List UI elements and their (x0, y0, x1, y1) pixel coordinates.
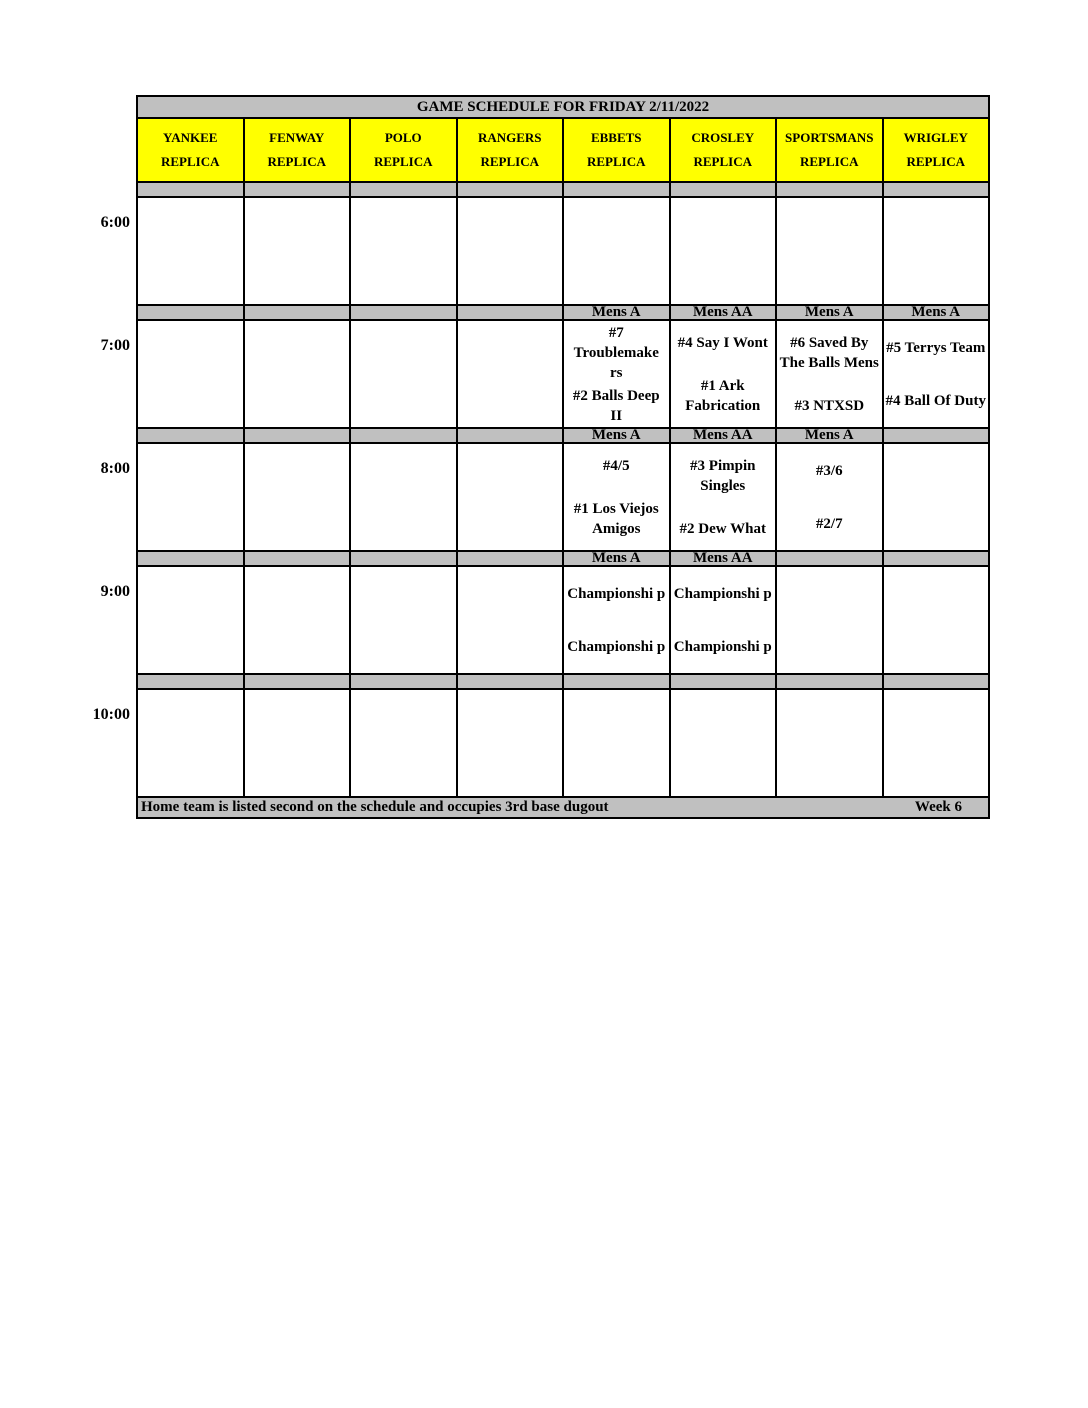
division-label (244, 428, 351, 443)
division-row (137, 182, 989, 197)
field-name: POLO (384, 130, 422, 145)
division-label (883, 182, 990, 197)
away-team: #5 Terrys Team (886, 339, 986, 356)
away-team: #7 Troublemake rs (573, 324, 659, 381)
division-label (883, 428, 990, 443)
game-cell (883, 443, 990, 551)
game-cell (883, 320, 990, 428)
footer-cell (137, 797, 989, 818)
division-label (457, 674, 564, 689)
division-label (137, 428, 244, 443)
field-header (457, 118, 564, 182)
away-team: #6 Saved By The Balls Mens (779, 334, 879, 371)
division-label (137, 182, 244, 197)
matchup (671, 321, 776, 427)
field-name: RANGERS (477, 130, 542, 145)
division-label (137, 674, 244, 689)
division-label (350, 428, 457, 443)
home-team: Championshi p (673, 638, 772, 655)
division-label (776, 182, 883, 197)
game-cell (457, 320, 564, 428)
home-team: #4 Ball Of Duty (885, 392, 986, 409)
game-cell (883, 689, 990, 797)
division-row (137, 305, 989, 320)
field-name: FENWAY (269, 130, 325, 145)
field-header (350, 118, 457, 182)
game-cell (457, 689, 564, 797)
game-cell (776, 320, 883, 428)
away-team: #4/5 (602, 457, 630, 474)
division-label (244, 551, 351, 566)
game-cell (137, 320, 244, 428)
game-cell (350, 566, 457, 674)
field-name: WRIGLEY (903, 130, 968, 145)
game-cell (670, 443, 777, 551)
field-subtitle: REPLICA (799, 154, 859, 169)
field-subtitle: REPLICA (160, 154, 220, 169)
game-cell (137, 566, 244, 674)
division-label: Mens A (563, 551, 670, 566)
field-subtitle: REPLICA (267, 154, 326, 169)
game-cell (350, 197, 457, 305)
field-subtitle: REPLICA (480, 154, 539, 169)
field-subtitle: REPLICA (693, 154, 752, 169)
time-slot-row (137, 197, 989, 305)
division-label (563, 182, 670, 197)
time-label: 8:00 (100, 460, 130, 477)
game-cell (670, 320, 777, 428)
time-slot-row (137, 320, 989, 428)
game-cell (457, 566, 564, 674)
home-team: #1 Los Viejos Amigos (573, 500, 659, 537)
time-label: 7:00 (100, 337, 130, 354)
away-team: Championshi p (673, 585, 772, 602)
away-team: #3 Pimpin Singles (690, 457, 756, 494)
home-team: #1 Ark Fabrication (685, 377, 761, 414)
division-label: Mens A (776, 305, 883, 320)
schedule-table (136, 95, 988, 819)
game-cell (776, 689, 883, 797)
division-label (563, 674, 670, 689)
division-label: Mens AA (670, 551, 777, 566)
away-team: #4 Say I Wont (677, 334, 768, 351)
home-team: #2 Dew What (679, 520, 766, 537)
field-name: SPORTSMANS (785, 130, 874, 145)
game-cell (670, 566, 777, 674)
game-cell (244, 197, 351, 305)
game-cell (244, 320, 351, 428)
home-team: #3 NTXSD (794, 397, 865, 414)
game-cell (883, 566, 990, 674)
field-header (670, 118, 777, 182)
time-label: 6:00 (100, 214, 130, 231)
time-slot-row (137, 566, 989, 674)
game-cell (244, 689, 351, 797)
division-label (457, 428, 564, 443)
schedule-body (137, 96, 989, 818)
division-label (350, 182, 457, 197)
game-cell (457, 443, 564, 551)
division-label: Mens A (883, 305, 990, 320)
field-header-row (137, 118, 989, 182)
game-cell (563, 689, 670, 797)
division-label (776, 674, 883, 689)
field-name: CROSLEY (691, 130, 755, 145)
matchup (777, 444, 882, 550)
matchup (884, 321, 989, 427)
division-label (883, 674, 990, 689)
matchup (564, 444, 669, 550)
game-cell (563, 320, 670, 428)
division-label (244, 674, 351, 689)
field-name: EBBETS (590, 130, 642, 145)
time-slot-row (137, 689, 989, 797)
game-cell (457, 197, 564, 305)
division-row (137, 674, 989, 689)
matchup (777, 321, 882, 427)
division-label (457, 305, 564, 320)
game-cell (244, 566, 351, 674)
division-label (244, 182, 351, 197)
game-cell (137, 197, 244, 305)
matchup (564, 321, 669, 427)
week-label: Week 6 (914, 799, 963, 815)
field-subtitle: REPLICA (586, 154, 646, 169)
field-header (563, 118, 670, 182)
division-label (883, 551, 990, 566)
game-cell (776, 443, 883, 551)
field-header (883, 118, 990, 182)
game-cell (670, 689, 777, 797)
field-header (137, 118, 244, 182)
division-label (350, 551, 457, 566)
division-row (137, 551, 989, 566)
division-row (137, 428, 989, 443)
division-label (457, 551, 564, 566)
home-team-note: Home team is listed second on the schedule and occupies 3rd base dugout (141, 799, 609, 815)
division-label: Mens A (776, 428, 883, 443)
away-team: Championshi p (567, 585, 666, 602)
division-label (244, 305, 351, 320)
division-label (137, 551, 244, 566)
division-label (137, 305, 244, 320)
away-team: #3/6 (815, 462, 843, 479)
time-label: 10:00 (92, 706, 130, 723)
home-team: #2 Balls Deep II (572, 387, 660, 424)
time-label: 9:00 (100, 583, 130, 600)
home-team: #2/7 (815, 515, 843, 532)
division-label (670, 674, 777, 689)
field-subtitle: REPLICA (906, 154, 966, 169)
time-slot-row (137, 443, 989, 551)
game-cell (350, 320, 457, 428)
field-header (244, 118, 351, 182)
footer-row (137, 797, 989, 818)
field-subtitle: REPLICA (373, 154, 433, 169)
matchup (671, 444, 776, 550)
division-label (350, 305, 457, 320)
game-cell (776, 197, 883, 305)
matchup (671, 567, 776, 673)
field-header (776, 118, 883, 182)
division-label (776, 551, 883, 566)
title-row (137, 96, 989, 118)
game-cell (563, 197, 670, 305)
home-team: Championshi p (567, 638, 666, 655)
division-label (457, 182, 564, 197)
game-cell (563, 566, 670, 674)
matchup (564, 567, 669, 673)
schedule-title: GAME SCHEDULE FOR FRIDAY 2/11/2022 (137, 96, 989, 118)
division-label (350, 674, 457, 689)
division-label: Mens AA (670, 428, 777, 443)
field-name: YANKEE (163, 130, 218, 145)
game-cell (563, 443, 670, 551)
footer-content (138, 799, 988, 816)
game-cell (776, 566, 883, 674)
game-cell (244, 443, 351, 551)
division-label: Mens A (563, 428, 670, 443)
game-cell (350, 443, 457, 551)
game-cell (137, 443, 244, 551)
game-cell (350, 689, 457, 797)
game-cell (883, 197, 990, 305)
division-label: Mens A (563, 305, 670, 320)
division-label (670, 182, 777, 197)
game-cell (670, 197, 777, 305)
division-label: Mens AA (670, 305, 777, 320)
game-cell (137, 689, 244, 797)
